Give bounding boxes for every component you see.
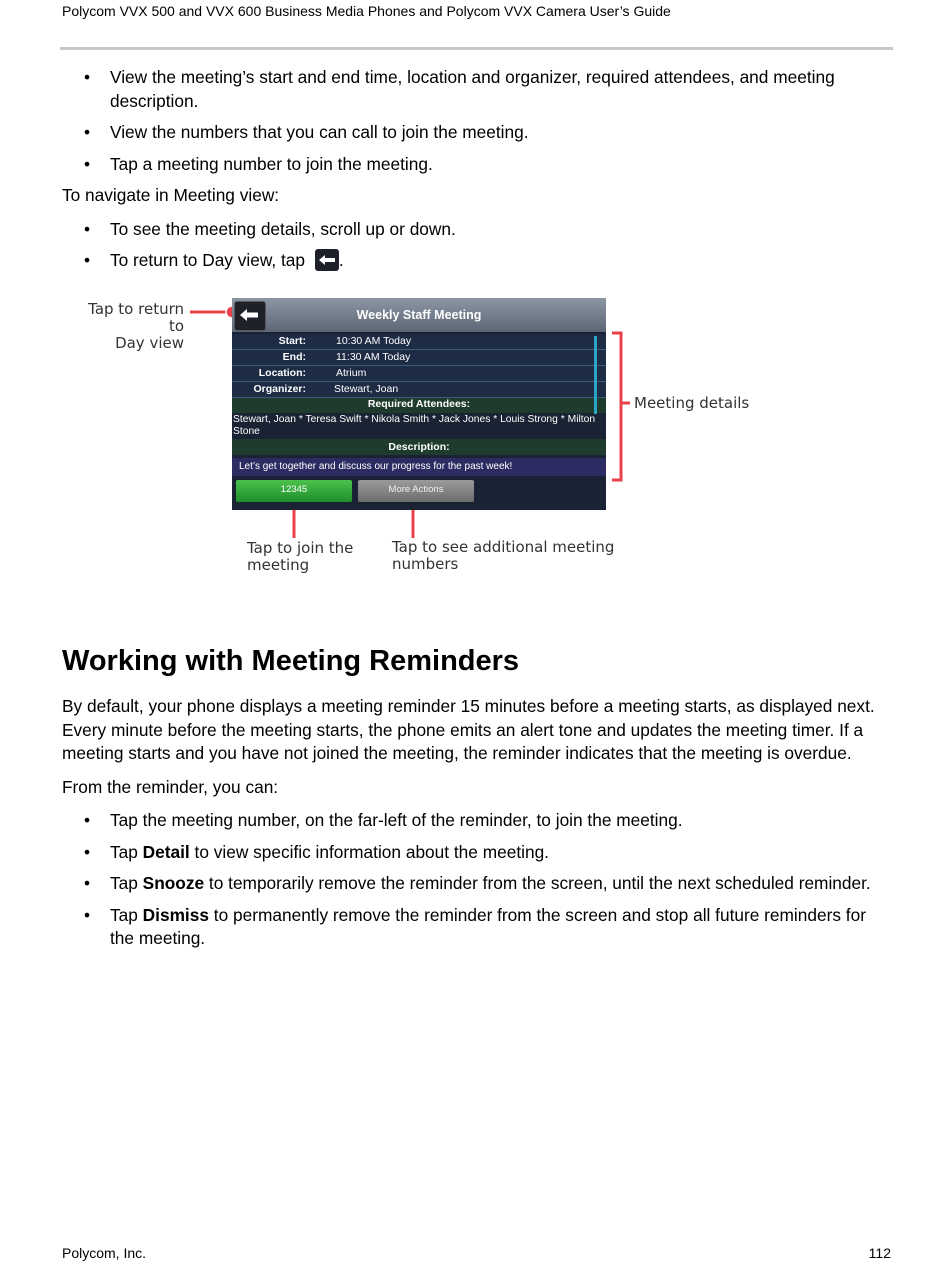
bullet-icon: •: [84, 122, 91, 142]
detail-value: Stewart, Joan: [334, 383, 399, 395]
detail-label: Location:: [258, 367, 306, 379]
detail-row-organizer: [232, 382, 606, 398]
detail-label: Start:: [278, 335, 306, 347]
phone-screen: [232, 298, 606, 510]
from-reminder-intro: From the reminder, you can:: [62, 776, 279, 797]
bullet-bold: Dismiss: [142, 904, 209, 925]
callout-meeting-details: Meeting details: [634, 394, 750, 412]
list-item: [62, 66, 892, 113]
list-item: [62, 153, 892, 177]
page-number: 112: [868, 1245, 891, 1261]
list-item: [62, 904, 892, 951]
section-paragraph: By default, your phone displays a meeting reminder 15 minutes before a meeting starts, as displayed next. Every minute before the meeting starts, the phone emits an alert tone and updates the meeting timer. If a meeting starts and you have not joined the meeting, the reminder indicates that the meeting is overdue.: [62, 696, 875, 763]
callout-line: numbers: [392, 555, 459, 573]
detail-value: Atrium: [336, 367, 367, 379]
scrollbar[interactable]: [594, 336, 597, 414]
section-heading: Working with Meeting Reminders: [62, 645, 520, 677]
bullet-text: To return to Day view, tap: [110, 250, 305, 270]
screen-title: Weekly Staff Meeting: [356, 308, 482, 322]
callout-line: Tap to see additional meeting: [392, 538, 615, 556]
list-item: [62, 249, 892, 273]
detail-row-end: [232, 350, 606, 366]
header-rule: [60, 47, 893, 50]
bullet-text: To see the meeting details, scroll up or down.: [110, 218, 456, 239]
bullet-icon: •: [84, 67, 91, 87]
navigate-intro: To navigate in Meeting view:: [62, 185, 280, 205]
bullet-icon: •: [84, 250, 91, 270]
navigate-bullet-list: [62, 218, 892, 273]
callout-line: meeting: [247, 556, 310, 574]
section-content: [62, 695, 892, 959]
attendees-list: Stewart, Joan * Teresa Swift * Nikola Smith * Jack Jones * Louis Strong * Milton Stone: [233, 414, 596, 437]
bullet-icon: •: [84, 841, 91, 862]
list-item: [62, 809, 892, 833]
meeting-number-button[interactable]: 12345: [236, 480, 352, 502]
callout-line: Tap to return to: [88, 300, 184, 335]
bullet-bold: Snooze: [142, 873, 205, 893]
bullet-icon: •: [84, 904, 91, 925]
callout-join: [247, 540, 353, 574]
intro-content: [62, 66, 892, 281]
meeting-view-figure: [62, 295, 762, 585]
bullet-icon: •: [84, 218, 91, 239]
bullet-text: Tap a meeting number to join the meeting.: [110, 153, 433, 174]
more-actions-button[interactable]: More Actions: [358, 480, 474, 502]
bullet-text: Tap: [110, 904, 143, 925]
footer-company: Polycom, Inc.: [62, 1245, 147, 1261]
detail-value: 10:30 AM Today: [336, 335, 412, 347]
callout-return: [70, 301, 184, 352]
bullet-text: View the numbers that you can call to join the meeting.: [110, 122, 529, 142]
bullet-text: to permanently remove the reminder from the screen and stop all future reminders for the meeting.: [110, 904, 866, 948]
reminder-bullet-list: [62, 809, 892, 951]
callout-line: Day view: [115, 334, 184, 352]
back-arrow-icon: [315, 249, 339, 271]
detail-value: 11:30 AM Today: [336, 351, 411, 363]
detail-label: End:: [282, 351, 306, 363]
bullet-bold: Detail: [142, 841, 190, 862]
description-row: [232, 458, 606, 476]
detail-row-start: [232, 334, 606, 350]
bullet-icon: •: [84, 153, 91, 174]
bullet-text: to view specific information about the meeting.: [189, 841, 549, 862]
description-label: Description:: [232, 439, 606, 455]
required-attendees-label: Required Attendees:: [232, 398, 606, 413]
callout-line: Tap to join the: [247, 539, 354, 557]
callout-additional-numbers: [392, 539, 614, 573]
detail-label: Organizer:: [253, 383, 306, 395]
bullet-text: Tap the meeting number, on the far-left of the reminder, to join the meeting.: [110, 810, 683, 830]
running-header: Polycom VVX 500 and VVX 600 Business Media Phones and Polycom VVX Camera User’s Guide: [62, 3, 671, 19]
intro-bullet-list: [62, 66, 892, 176]
bullet-text: and end time, location and organizer, required attendees, and meeting description.: [110, 67, 835, 111]
detail-row-location: [232, 366, 606, 382]
bullet-lead: View the meeting’s start: [110, 67, 293, 87]
bullet-suffix: .: [338, 250, 344, 270]
bullet-icon: •: [84, 873, 91, 893]
bullet-text: Tap: [110, 873, 143, 893]
list-item: [62, 121, 892, 145]
list-item: [62, 841, 892, 865]
list-item: [62, 872, 892, 896]
description-text: Let’s get together and discuss our progress for the past week!: [239, 461, 513, 472]
bullet-text: Tap: [110, 841, 143, 862]
bullet-icon: •: [84, 810, 91, 830]
bullet-text: to temporarily remove the reminder from the screen, until the next scheduled reminder.: [204, 873, 871, 893]
list-item: [62, 218, 892, 242]
